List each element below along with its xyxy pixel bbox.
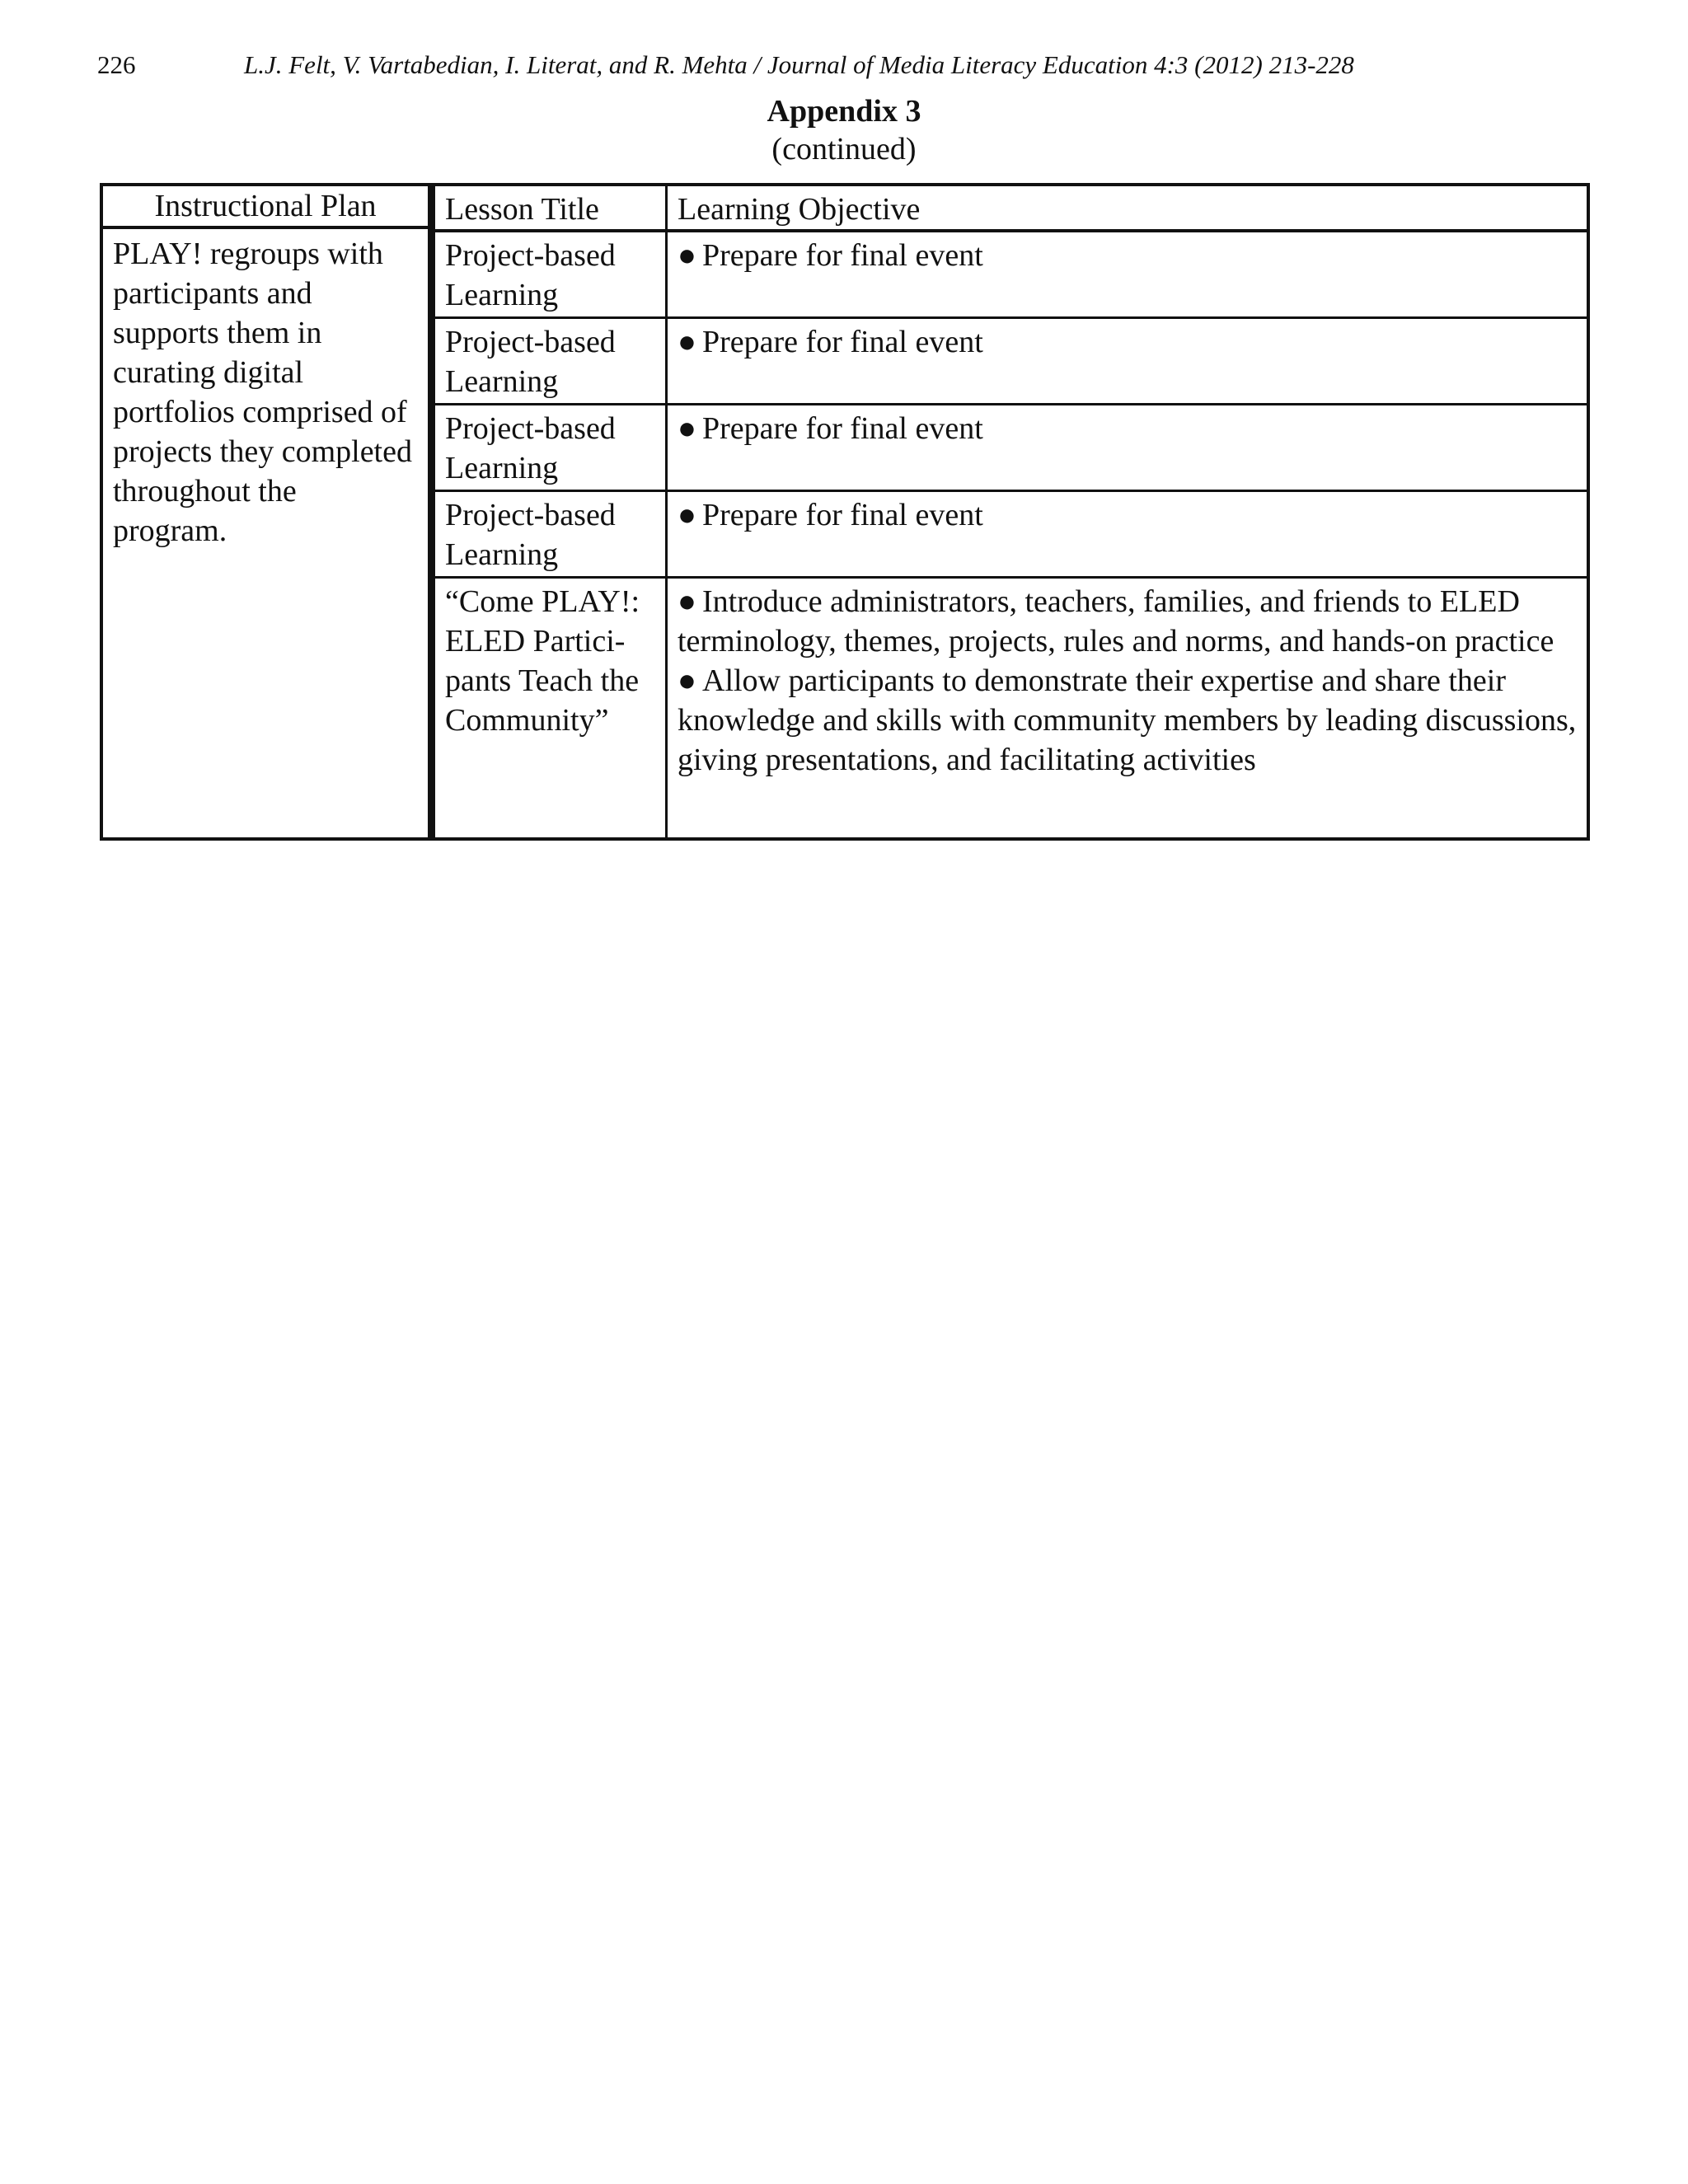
objective-item: [678, 661, 1578, 780]
instructional-plan-header: Instructional Plan: [103, 186, 428, 229]
objective-item: [678, 495, 1578, 535]
lesson-title-cell: Project-based Learning: [435, 405, 668, 490]
objective-text: Prepare for final event: [702, 238, 983, 273]
instructional-plan-text: PLAY! regroups with participants and supports them in curating digital portfolios comprised of projects they completed throughout the program.: [113, 237, 412, 548]
objective-text: Prepare for final event: [702, 325, 983, 359]
table-row: [435, 579, 1587, 840]
table-row: [435, 319, 1587, 405]
instructional-plan-table: [100, 183, 431, 841]
objective-item: [678, 409, 1578, 448]
objective-text: Introduce administrators, teachers, families, and friends to ELED terminology, themes, projects, rules and norms, and hands-on practice: [678, 584, 1554, 658]
learning-objective-cell: [668, 232, 1587, 316]
learning-objective-cell: [668, 319, 1587, 403]
lesson-title-cell: Project-based Learning: [435, 232, 668, 316]
objective-text: Prepare for final event: [702, 498, 983, 532]
learning-objective-cell: [668, 405, 1587, 490]
bullet-icon: ●: [678, 411, 696, 446]
objective-text: Prepare for final event: [702, 411, 983, 446]
table-row: [435, 232, 1587, 319]
lesson-title-cell: “Come PLAY!: ELED Partici-pants Teach the Community”: [435, 579, 668, 840]
running-header: L.J. Felt, V. Vartabedian, I. Literat, and R. Mehta / Journal of Media Literacy Education 4:3 (2012) 213-228: [244, 50, 1354, 79]
bullet-icon: ●: [678, 663, 696, 698]
lesson-table-header-row: [435, 186, 1587, 232]
objective-item: [678, 582, 1578, 661]
table-row: [435, 492, 1587, 579]
bullet-icon: ●: [678, 238, 696, 273]
learning-objective-cell: [668, 492, 1587, 576]
lesson-title-cell: Project-based Learning: [435, 319, 668, 403]
lesson-title-cell: Project-based Learning: [435, 492, 668, 576]
learning-objective-column-header: Learning Objective: [678, 192, 921, 227]
appendix-title: Appendix 3: [767, 94, 921, 129]
bullet-icon: ●: [678, 584, 696, 619]
page-number: 226: [97, 50, 136, 79]
appendix-subtitle: (continued): [771, 132, 917, 166]
lesson-table: [430, 183, 1590, 841]
learning-objective-cell: [668, 579, 1587, 840]
lesson-title-column-header: Lesson Title: [435, 186, 668, 229]
objective-item: [678, 322, 1578, 362]
bullet-icon: ●: [678, 498, 696, 532]
table-row: [435, 405, 1587, 492]
objective-text: Allow participants to demonstrate their expertise and share their knowledge and skills with community members by leading discussions, giving presentations, and facilitating activities: [678, 663, 1577, 777]
bullet-icon: ●: [678, 325, 696, 359]
objective-item: [678, 236, 1578, 275]
